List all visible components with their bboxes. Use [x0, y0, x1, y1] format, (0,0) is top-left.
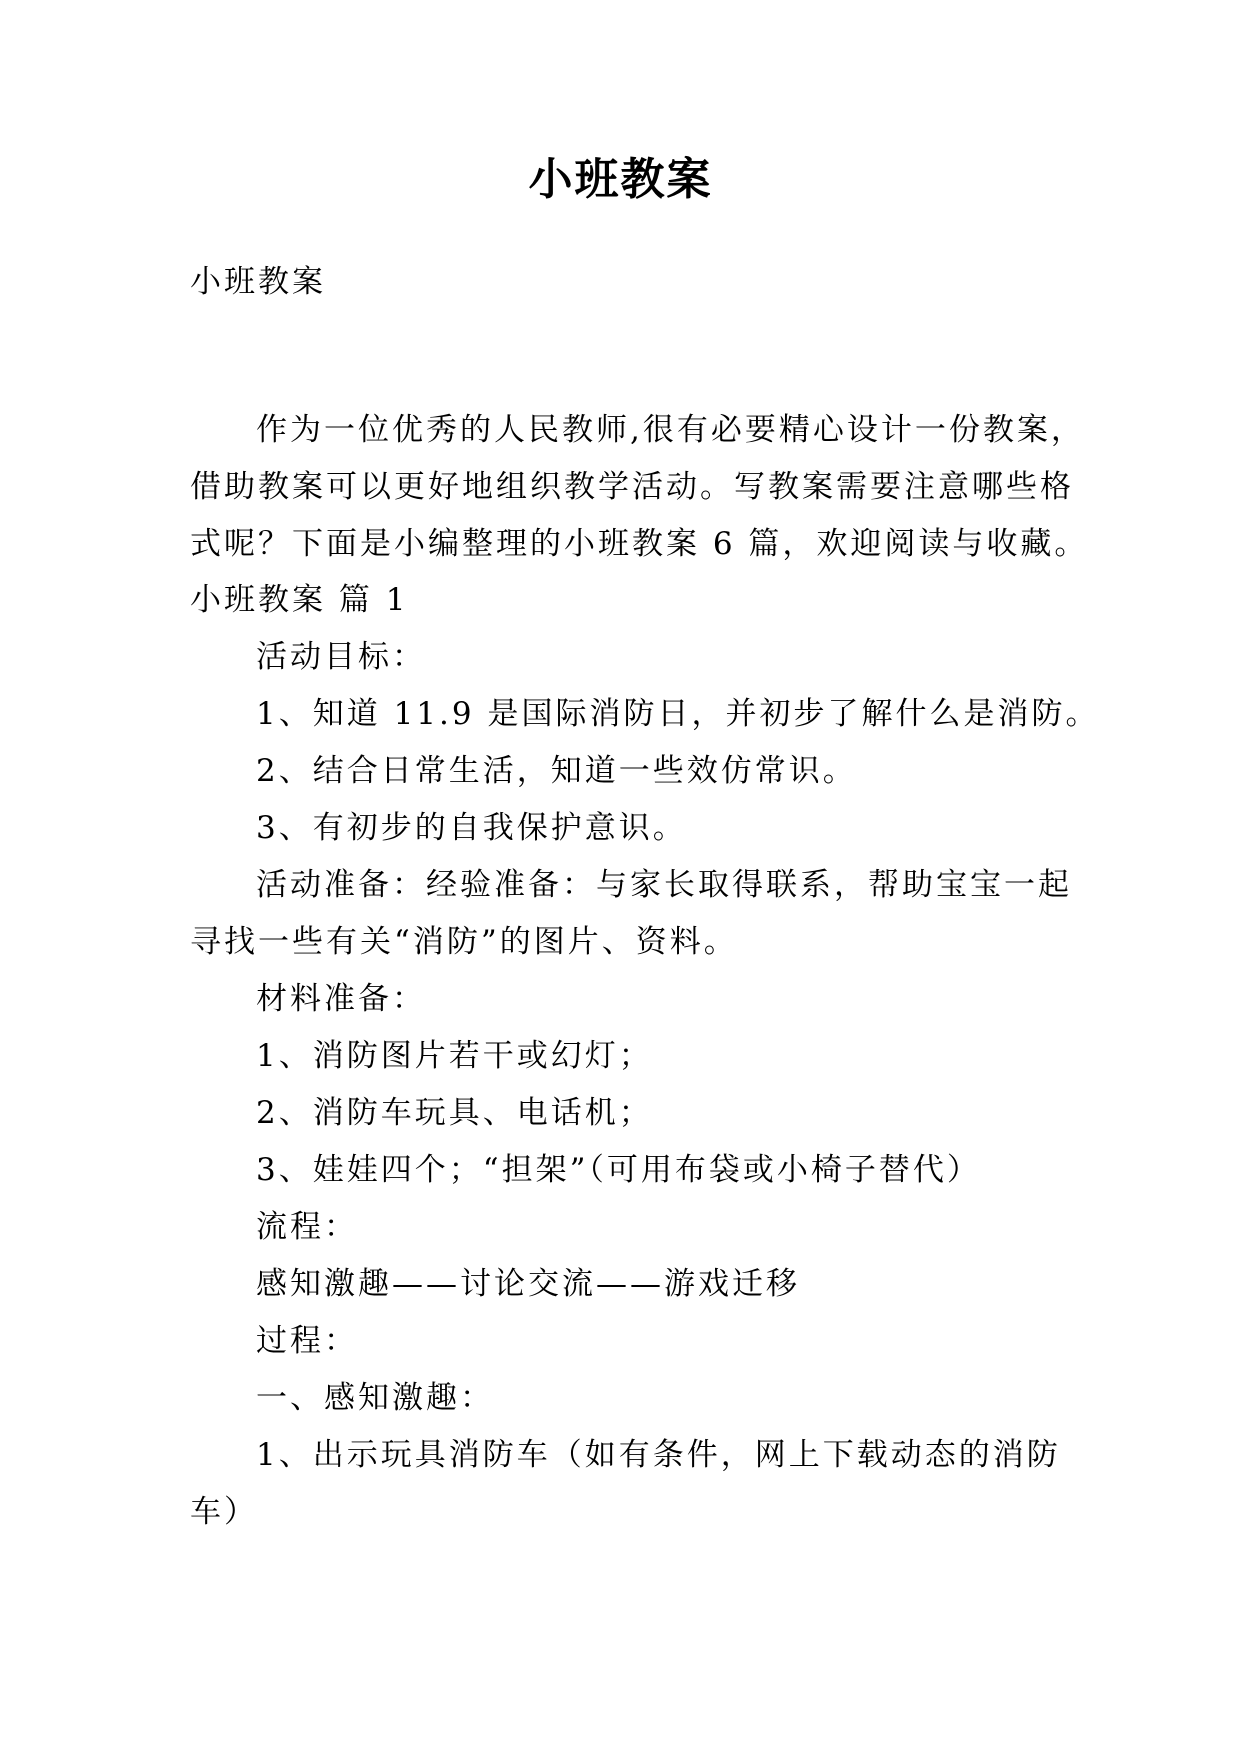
paragraph-line: 活动目标： — [256, 639, 426, 675]
paragraph-line: 车） — [190, 1494, 258, 1530]
paragraph-line: 寻找一些有关“消防”的图片、资料。 — [190, 924, 738, 960]
paragraph-line: 借助教案可以更好地组织教学活动。写教案需要注意哪些格 — [190, 469, 1074, 505]
paragraph-line: 过程： — [256, 1323, 358, 1359]
paragraph-line: 感知激趣——讨论交流——游戏迁移 — [256, 1266, 800, 1302]
list-item: 2、结合日常生活，知道一些效仿常识。 — [256, 753, 857, 789]
paragraph-line: 作为一位优秀的人民教师,很有必要精心设计一份教案， — [256, 412, 1085, 448]
paragraph-line: 一、感知激趣： — [256, 1380, 494, 1416]
list-item: 2、消防车玩具、电话机； — [256, 1095, 653, 1131]
list-item: 3、有初步的自我保护意识。 — [256, 810, 687, 846]
document-title: 小班教案 — [528, 154, 713, 205]
list-item: 1、消防图片若干或幻灯； — [256, 1038, 653, 1074]
list-item: 3、娃娃四个；“担架”（可用布袋或小椅子替代） — [256, 1152, 981, 1188]
document-subtitle: 小班教案 — [190, 264, 326, 300]
list-item: 1、知道 11.9 是国际消防日，并初步了解什么是消防。 — [256, 696, 1100, 732]
paragraph-line: 流程： — [256, 1209, 358, 1245]
paragraph-line: 式呢？下面是小编整理的小班教案 6 篇，欢迎阅读与收藏。 — [190, 526, 1089, 562]
section-heading: 小班教案 篇 1 — [190, 582, 409, 618]
list-item: 1、出示玩具消防车（如有条件，网上下载动态的消防 — [256, 1437, 1061, 1473]
paragraph-line: 活动准备：经验准备：与家长取得联系，帮助宝宝一起 — [256, 867, 1072, 903]
paragraph-line: 材料准备： — [256, 981, 426, 1017]
